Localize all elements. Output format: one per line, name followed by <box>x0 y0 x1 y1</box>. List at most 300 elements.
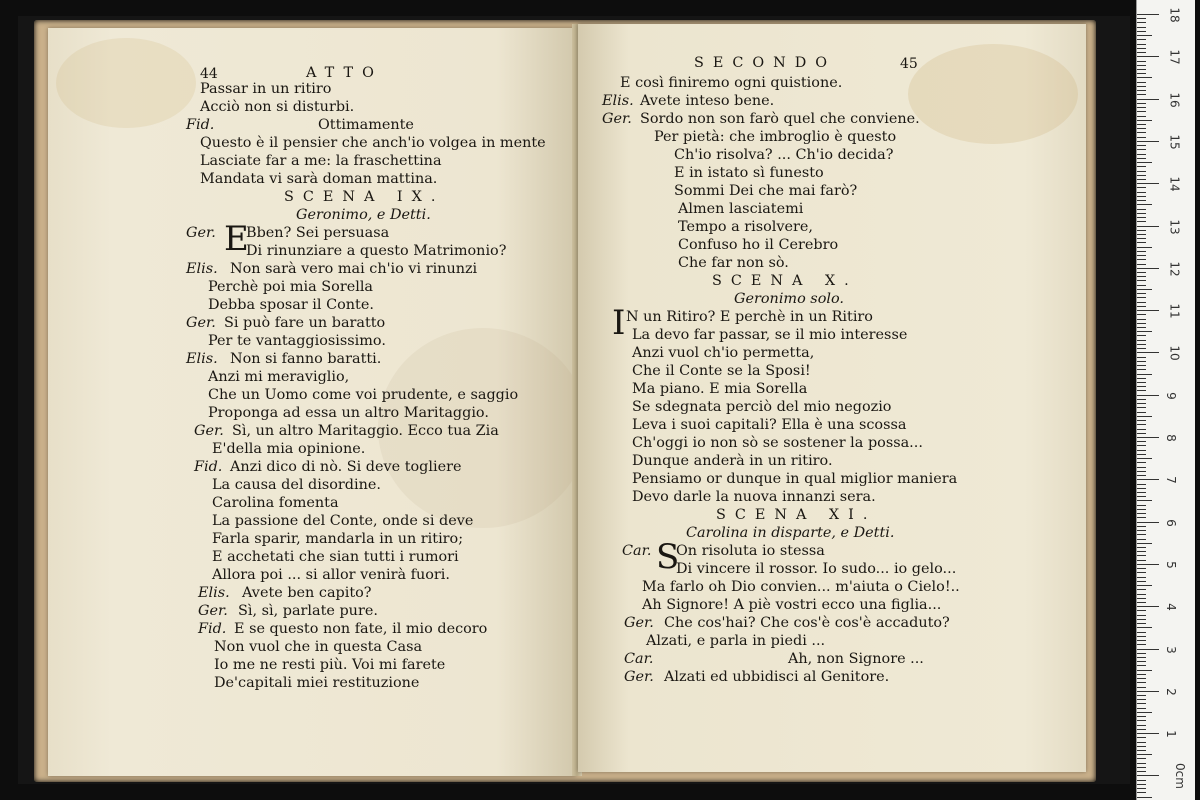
ruler-tick <box>1137 272 1146 273</box>
ruler-tick <box>1137 572 1146 573</box>
ruler-tick <box>1137 285 1146 286</box>
ruler-tick <box>1137 784 1146 785</box>
scene-heading: SCENA XI. <box>716 507 877 523</box>
ruler-tick <box>1137 255 1146 256</box>
ruler-tick <box>1137 31 1146 32</box>
ruler-tick <box>1137 340 1146 341</box>
text-line: Che il Conte se la Sposi! <box>632 363 811 379</box>
text-line: Che cos'hai? Che cos'è cos'è accaduto? <box>664 615 950 631</box>
ruler-tick <box>1137 94 1146 95</box>
ruler-tick <box>1137 733 1159 734</box>
ruler-tick <box>1137 526 1146 527</box>
ruler-tick <box>1137 35 1152 36</box>
measurement-ruler <box>1136 0 1195 800</box>
ruler-tick <box>1137 530 1146 531</box>
ruler-label: 5 <box>1163 561 1178 569</box>
ruler-tick <box>1137 767 1146 768</box>
ruler-tick <box>1137 86 1146 87</box>
text-line: Che un Uomo come voi prudente, e saggio <box>208 387 519 403</box>
ruler-tick <box>1137 18 1146 19</box>
ruler-tick <box>1137 560 1146 561</box>
ruler-tick <box>1137 154 1146 155</box>
speaker-label: Fid. <box>198 621 227 637</box>
text-line: Ma farlo oh Dio convien... m'aiuta o Cielo!.. <box>642 579 960 595</box>
ruler-tick <box>1137 141 1159 142</box>
ruler-tick <box>1137 429 1146 430</box>
ruler-tick <box>1137 310 1159 311</box>
ruler-label: 9 <box>1163 391 1178 400</box>
ruler-label: 7 <box>1163 476 1178 485</box>
ruler-tick <box>1137 416 1152 417</box>
ruler-tick <box>1137 687 1146 688</box>
text-line: Ma piano. E mia Sorella <box>632 381 808 397</box>
ruler-label: 2 <box>1163 687 1178 696</box>
ruler-tick <box>1137 610 1146 611</box>
ruler-tick <box>1137 758 1146 759</box>
ruler-tick <box>1137 77 1152 78</box>
text-line: Che far non sò. <box>678 255 789 271</box>
text-line: La passione del Conte, onde si deve <box>212 513 474 529</box>
text-line: Carolina fomenta <box>212 495 339 511</box>
text-line: Ah, non Signore ... <box>788 651 924 667</box>
ruler-tick <box>1137 39 1146 40</box>
ruler-tick <box>1137 242 1146 243</box>
ruler-tick <box>1137 268 1159 269</box>
ruler-tick <box>1137 500 1152 501</box>
ruler-tick <box>1137 61 1146 62</box>
ruler-tick <box>1137 661 1146 662</box>
ruler-tick <box>1137 348 1146 349</box>
text-line: Allora poi ... si allor venirà fuori. <box>212 567 450 583</box>
ruler-tick <box>1137 725 1146 726</box>
ruler-tick <box>1137 209 1146 210</box>
ruler-tick <box>1137 403 1146 404</box>
ruler-tick <box>1137 720 1146 721</box>
drop-cap: I <box>612 303 626 343</box>
ruler-tick <box>1137 564 1159 565</box>
ruler-tick <box>1137 280 1146 281</box>
ruler-tick <box>1137 539 1146 540</box>
text-line: Questo è il pensier che anch'io volgea in mente <box>200 135 546 151</box>
ruler-tick <box>1137 52 1146 53</box>
page-number: 44 <box>200 66 218 82</box>
text-line: E in istato sì funesto <box>674 165 824 181</box>
ruler-tick <box>1137 175 1146 176</box>
ruler-tick <box>1137 492 1146 493</box>
ruler-tick <box>1137 682 1146 683</box>
ruler-tick <box>1137 674 1146 675</box>
ruler-tick <box>1137 547 1146 548</box>
ruler-tick <box>1137 196 1146 197</box>
ruler-tick <box>1137 678 1146 679</box>
text-line: Sì, un altro Maritaggio. Ecco tua Zia <box>232 423 499 439</box>
ruler-tick <box>1137 716 1146 717</box>
ruler-tick <box>1137 259 1146 260</box>
ruler-tick <box>1137 792 1146 793</box>
ruler-tick <box>1137 479 1159 480</box>
ruler-tick <box>1137 65 1146 66</box>
text-line: Non si fanno baratti. <box>230 351 382 367</box>
ruler-tick <box>1137 420 1146 421</box>
ruler-tick <box>1137 670 1152 671</box>
ruler-tick <box>1137 264 1146 265</box>
ruler-tick <box>1137 551 1146 552</box>
text-line: Io me ne resti più. Voi mi farete <box>214 657 446 673</box>
ruler-tick <box>1137 374 1152 375</box>
scene-heading: SCENA IX. <box>284 189 445 205</box>
ruler-tick <box>1137 132 1146 133</box>
ruler-tick <box>1137 775 1159 776</box>
ruler-tick <box>1137 632 1146 633</box>
text-line: Debba sposar il Conte. <box>208 297 374 313</box>
ruler-tick <box>1137 27 1146 28</box>
page-number: 45 <box>900 56 918 72</box>
ruler-tick <box>1137 484 1146 485</box>
scene-cast: Geronimo solo. <box>734 291 844 307</box>
text-line: Per pietà: che imbroglio è questo <box>654 129 897 145</box>
ruler-tick <box>1137 221 1146 222</box>
text-line: Sì, sì, parlate pure. <box>238 603 378 619</box>
ruler-tick <box>1137 534 1146 535</box>
ruler-tick <box>1137 543 1152 544</box>
ruler-tick <box>1137 352 1159 353</box>
ruler-tick <box>1137 361 1146 362</box>
speaker-label: Fid. <box>194 459 223 475</box>
ruler-tick <box>1137 158 1146 159</box>
ruler-tick <box>1137 450 1146 451</box>
speaker-label: Ger. <box>624 669 654 685</box>
ruler-tick <box>1137 475 1146 476</box>
ruler-tick <box>1137 302 1146 303</box>
ruler-label: 1 <box>1163 730 1178 738</box>
ruler-tick <box>1137 344 1146 345</box>
speaker-label: Ger. <box>194 423 224 439</box>
text-line: Devo darle la nuova innanzi sera. <box>632 489 876 505</box>
ruler-tick <box>1137 657 1146 658</box>
ruler-tick <box>1137 412 1146 413</box>
text-line: La causa del disordine. <box>212 477 381 493</box>
ruler-tick <box>1137 445 1146 446</box>
ruler-tick <box>1137 496 1146 497</box>
ruler-tick <box>1137 323 1146 324</box>
ruler-tick <box>1137 619 1146 620</box>
ruler-label: 15 <box>1167 134 1182 150</box>
right-page <box>578 24 1086 772</box>
text-line: Farla sparir, mandarla in un ritiro; <box>212 531 464 547</box>
ruler-tick <box>1137 192 1146 193</box>
ruler-tick <box>1137 382 1146 383</box>
ruler-tick <box>1137 729 1146 730</box>
ruler-tick <box>1137 230 1146 231</box>
ruler-tick <box>1137 636 1146 637</box>
ruler-tick <box>1137 251 1146 252</box>
ruler-label: 11 <box>1167 303 1182 319</box>
ruler-tick <box>1137 699 1146 700</box>
ruler-tick <box>1137 462 1146 463</box>
ruler-tick <box>1137 407 1146 408</box>
drop-cap: S <box>656 537 680 577</box>
ruler-tick <box>1137 433 1146 434</box>
ruler-tick <box>1137 213 1146 214</box>
ruler-label: 0cm <box>1172 763 1187 790</box>
ruler-tick <box>1137 90 1146 91</box>
ruler-tick <box>1137 488 1146 489</box>
text-line: Anzi dico di nò. Si deve togliere <box>230 459 462 475</box>
ruler-tick <box>1137 99 1159 100</box>
text-line: Di rinunziare a questo Matrimonio? <box>246 243 507 259</box>
text-line: Per te vantaggiosissimo. <box>208 333 386 349</box>
text-line: Lasciate far a me: la fraschettina <box>200 153 442 169</box>
text-line: E'della mia opinione. <box>212 441 366 457</box>
speaker-label: Ger. <box>186 315 216 331</box>
ruler-tick <box>1137 166 1146 167</box>
ruler-label: 17 <box>1167 49 1182 65</box>
text-line: Ah Signore! A piè vostri ecco una figlia... <box>642 597 942 613</box>
ruler-tick <box>1137 107 1146 108</box>
ruler-tick <box>1137 513 1146 514</box>
ruler-tick <box>1137 187 1146 188</box>
ruler-tick <box>1137 577 1146 578</box>
text-line: Leva i suoi capitali? Ella è una scossa <box>632 417 907 433</box>
text-line: Avete inteso bene. <box>640 93 775 109</box>
ruler-tick <box>1137 517 1146 518</box>
text-line: Anzi vuol ch'io permetta, <box>632 345 815 361</box>
text-line: Si può fare un baratto <box>224 315 386 331</box>
ruler-tick <box>1137 48 1146 49</box>
ruler-tick <box>1137 522 1159 523</box>
ruler-tick <box>1137 226 1159 227</box>
text-line: Confuso ho il Cerebro <box>678 237 839 253</box>
ruler-tick <box>1137 627 1152 628</box>
ruler-tick <box>1137 103 1146 104</box>
text-line: Sordo non son farò quel che conviene. <box>640 111 920 127</box>
text-line: Alzati ed ubbidisci al Genitore. <box>664 669 890 685</box>
speaker-label: Ger. <box>198 603 228 619</box>
ruler-tick <box>1137 594 1146 595</box>
page-stain <box>908 44 1078 144</box>
ruler-label: 6 <box>1163 518 1178 527</box>
ruler-tick <box>1137 14 1159 15</box>
ruler-tick <box>1137 369 1146 370</box>
ruler-tick <box>1137 458 1152 459</box>
ruler-tick <box>1137 615 1146 616</box>
speaker-label: Ger. <box>624 615 654 631</box>
ruler-label: 13 <box>1167 218 1182 235</box>
ruler-tick <box>1137 120 1152 121</box>
ruler-label: 8 <box>1163 434 1178 442</box>
ruler-tick <box>1137 441 1146 442</box>
ruler-tick <box>1137 644 1146 645</box>
running-head: SECONDO <box>694 55 837 71</box>
speaker-label: Car. <box>624 651 654 667</box>
ruler-tick <box>1137 754 1152 755</box>
ruler-tick <box>1137 390 1146 391</box>
text-line: Ch'oggi io non sò se sostener la possa... <box>632 435 923 451</box>
ruler-tick <box>1137 204 1152 205</box>
ruler-tick <box>1137 649 1159 650</box>
ruler-tick <box>1137 162 1152 163</box>
ruler-tick <box>1137 746 1146 747</box>
ruler-tick <box>1137 137 1146 138</box>
ruler-tick <box>1137 703 1146 704</box>
ruler-tick <box>1137 742 1146 743</box>
ruler-tick <box>1137 454 1146 455</box>
text-line: Mandata vi sarà doman mattina. <box>200 171 438 187</box>
ruler-tick <box>1137 128 1146 129</box>
ruler-tick <box>1137 708 1146 709</box>
text-line: Anzi mi meraviglio, <box>208 369 350 385</box>
ruler-tick <box>1137 331 1152 332</box>
ruler-tick <box>1137 179 1146 180</box>
ruler-tick <box>1137 234 1146 235</box>
ruler-tick <box>1137 788 1146 789</box>
ruler-tick <box>1137 399 1146 400</box>
ruler-tick <box>1137 319 1146 320</box>
ruler-tick <box>1137 640 1146 641</box>
text-line: Proponga ad essa un altro Maritaggio. <box>208 405 489 421</box>
scene-cast: Geronimo, e Detti. <box>296 207 431 223</box>
speaker-label: Elis. <box>186 261 218 277</box>
ruler-label: 16 <box>1167 91 1182 108</box>
ruler-label: 10 <box>1167 345 1182 362</box>
scene-cast: Carolina in disparte, e Detti. <box>686 525 895 541</box>
text-line: On risoluta io stessa <box>676 543 825 559</box>
text-line: Di vincere il rossor. Io sudo... io gelo... <box>676 561 957 577</box>
ruler-tick <box>1137 56 1159 57</box>
ruler-tick <box>1137 327 1146 328</box>
text-line: N un Ritiro? E perchè in un Ritiro <box>626 309 873 325</box>
ruler-tick <box>1137 124 1146 125</box>
ruler-tick <box>1137 116 1146 117</box>
ruler-tick <box>1137 606 1159 607</box>
text-line: Bben? Sei persuasa <box>246 225 390 241</box>
text-line: Perchè poi mia Sorella <box>208 279 374 295</box>
ruler-label: 3 <box>1163 645 1178 654</box>
ruler-tick <box>1137 797 1152 798</box>
ruler-tick <box>1137 691 1159 692</box>
text-line: Dunque anderà in un ritiro. <box>632 453 833 469</box>
ruler-tick <box>1137 585 1152 586</box>
ruler-tick <box>1137 771 1146 772</box>
ruler-tick <box>1137 149 1146 150</box>
ruler-tick <box>1137 289 1152 290</box>
speaker-label: Elis. <box>186 351 218 367</box>
ruler-label: 14 <box>1167 176 1182 192</box>
text-line: Tempo a risolvere, <box>678 219 813 235</box>
ruler-tick <box>1137 763 1146 764</box>
speaker-label: Fid. <box>186 117 215 133</box>
ruler-tick <box>1137 145 1146 146</box>
ruler-tick <box>1137 314 1146 315</box>
ruler-label: 12 <box>1167 261 1182 277</box>
ruler-tick <box>1137 602 1146 603</box>
ruler-tick <box>1137 200 1146 201</box>
ruler-tick <box>1137 44 1146 45</box>
ruler-tick <box>1137 581 1146 582</box>
ruler-tick <box>1137 737 1146 738</box>
ruler-tick <box>1137 357 1146 358</box>
ruler-tick <box>1137 111 1146 112</box>
ruler-tick <box>1137 467 1146 468</box>
ruler-tick <box>1137 82 1146 83</box>
text-line: Sommi Dei che mai farò? <box>674 183 858 199</box>
text-line: Non vuol che in questa Casa <box>214 639 423 655</box>
ruler-tick <box>1137 365 1146 366</box>
ruler-tick <box>1137 22 1146 23</box>
ruler-tick <box>1137 623 1146 624</box>
ruler-tick <box>1137 589 1146 590</box>
ruler-tick <box>1137 217 1146 218</box>
ruler-tick <box>1137 69 1146 70</box>
ruler-tick <box>1137 568 1146 569</box>
ruler-tick <box>1137 73 1146 74</box>
text-line: E se questo non fate, il mio decoro <box>234 621 488 637</box>
ruler-tick <box>1137 653 1146 654</box>
ruler-tick <box>1137 238 1146 239</box>
ruler-tick <box>1137 598 1146 599</box>
text-line: La devo far passar, se il mio interesse <box>632 327 908 343</box>
ruler-label: 18 <box>1167 7 1182 23</box>
text-line: E acchetati che sian tutti i rumori <box>212 549 459 565</box>
text-line: Alzati, e parla in piedi ... <box>646 633 826 649</box>
text-line: Almen lasciatemi <box>678 201 804 217</box>
scene-heading: SCENA X. <box>712 273 858 289</box>
ruler-tick <box>1137 171 1146 172</box>
ruler-tick <box>1137 395 1159 396</box>
speaker-label: Elis. <box>198 585 230 601</box>
ruler-tick <box>1137 695 1146 696</box>
ruler-tick <box>1137 780 1146 781</box>
ruler-tick <box>1137 712 1152 713</box>
ruler-tick <box>1137 293 1146 294</box>
ruler-tick <box>1137 505 1146 506</box>
speaker-label: Car. <box>622 543 652 559</box>
text-line: Non sarà vero mai ch'io vi rinunzi <box>230 261 478 277</box>
ruler-tick <box>1137 183 1159 184</box>
running-head: ATTO <box>306 65 383 81</box>
speaker-label: Ger. <box>186 225 216 241</box>
ruler-tick <box>1137 276 1146 277</box>
ruler-tick <box>1137 750 1146 751</box>
ruler-tick <box>1137 665 1146 666</box>
drop-cap: E <box>224 219 249 259</box>
text-line: E così finiremo ogni quistione. <box>620 75 843 91</box>
ruler-tick <box>1137 424 1146 425</box>
text-line: Ottimamente <box>318 117 414 133</box>
text-line: Acciò non si disturbi. <box>200 99 355 115</box>
ruler-tick <box>1137 509 1146 510</box>
ruler-tick <box>1137 335 1146 336</box>
ruler-tick <box>1137 378 1146 379</box>
left-page <box>48 28 576 776</box>
text-line: Se sdegnata perciò del mio negozio <box>632 399 892 415</box>
text-line: Pensiamo or dunque in qual miglior maniera <box>632 471 958 487</box>
ruler-tick <box>1137 297 1146 298</box>
text-line: Ch'io risolva? ... Ch'io decida? <box>674 147 894 163</box>
ruler-tick <box>1137 437 1159 438</box>
ruler-tick <box>1137 555 1146 556</box>
speaker-label: Ger. <box>602 111 632 127</box>
page-stain <box>56 38 196 128</box>
text-line: Passar in un ritiro <box>200 81 332 97</box>
ruler-tick <box>1137 471 1146 472</box>
speaker-label: Elis. <box>602 93 634 109</box>
text-line: De'capitali miei restituzione <box>214 675 420 691</box>
ruler-tick <box>1137 306 1146 307</box>
text-line: Avete ben capito? <box>242 585 372 601</box>
ruler-tick <box>1137 386 1146 387</box>
ruler-tick <box>1137 247 1152 248</box>
